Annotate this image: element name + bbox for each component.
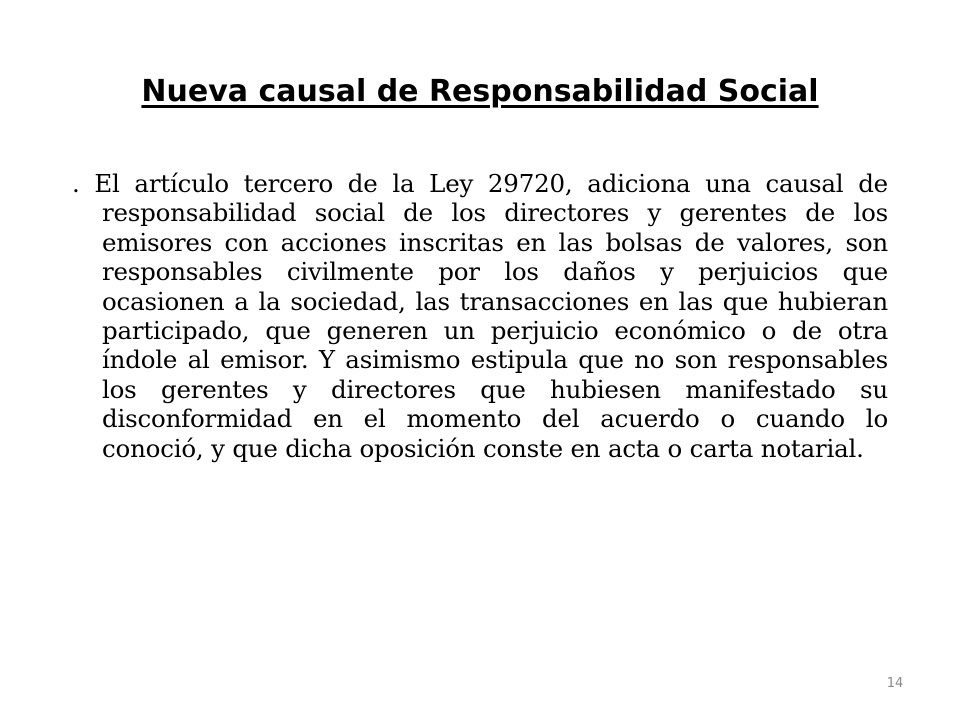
page-number: 14 [886, 676, 904, 691]
slide-title-text: Nueva causal de Responsabilidad Social [141, 74, 819, 109]
slide-title [0, 72, 960, 112]
slide-body-paragraph: . El artículo tercero de la Ley 29720, adiciona una causal de responsabilidad social de los directores y gerentes de los emisores con acciones inscritas en las bolsas de valores, son responsables civilmente por los daños y perjuicios que ocasionen a la sociedad, las transacciones en las que hubieran participado, que generen un perjuicio económico o de otra índole al emisor. Y asimismo estipula que no son responsables los gerentes y directores que hubiesen manifestado su disconformidad en el momento del acuerdo o cuando lo conoció, y que dicha oposición conste en acta o carta notarial. [72, 169, 888, 463]
